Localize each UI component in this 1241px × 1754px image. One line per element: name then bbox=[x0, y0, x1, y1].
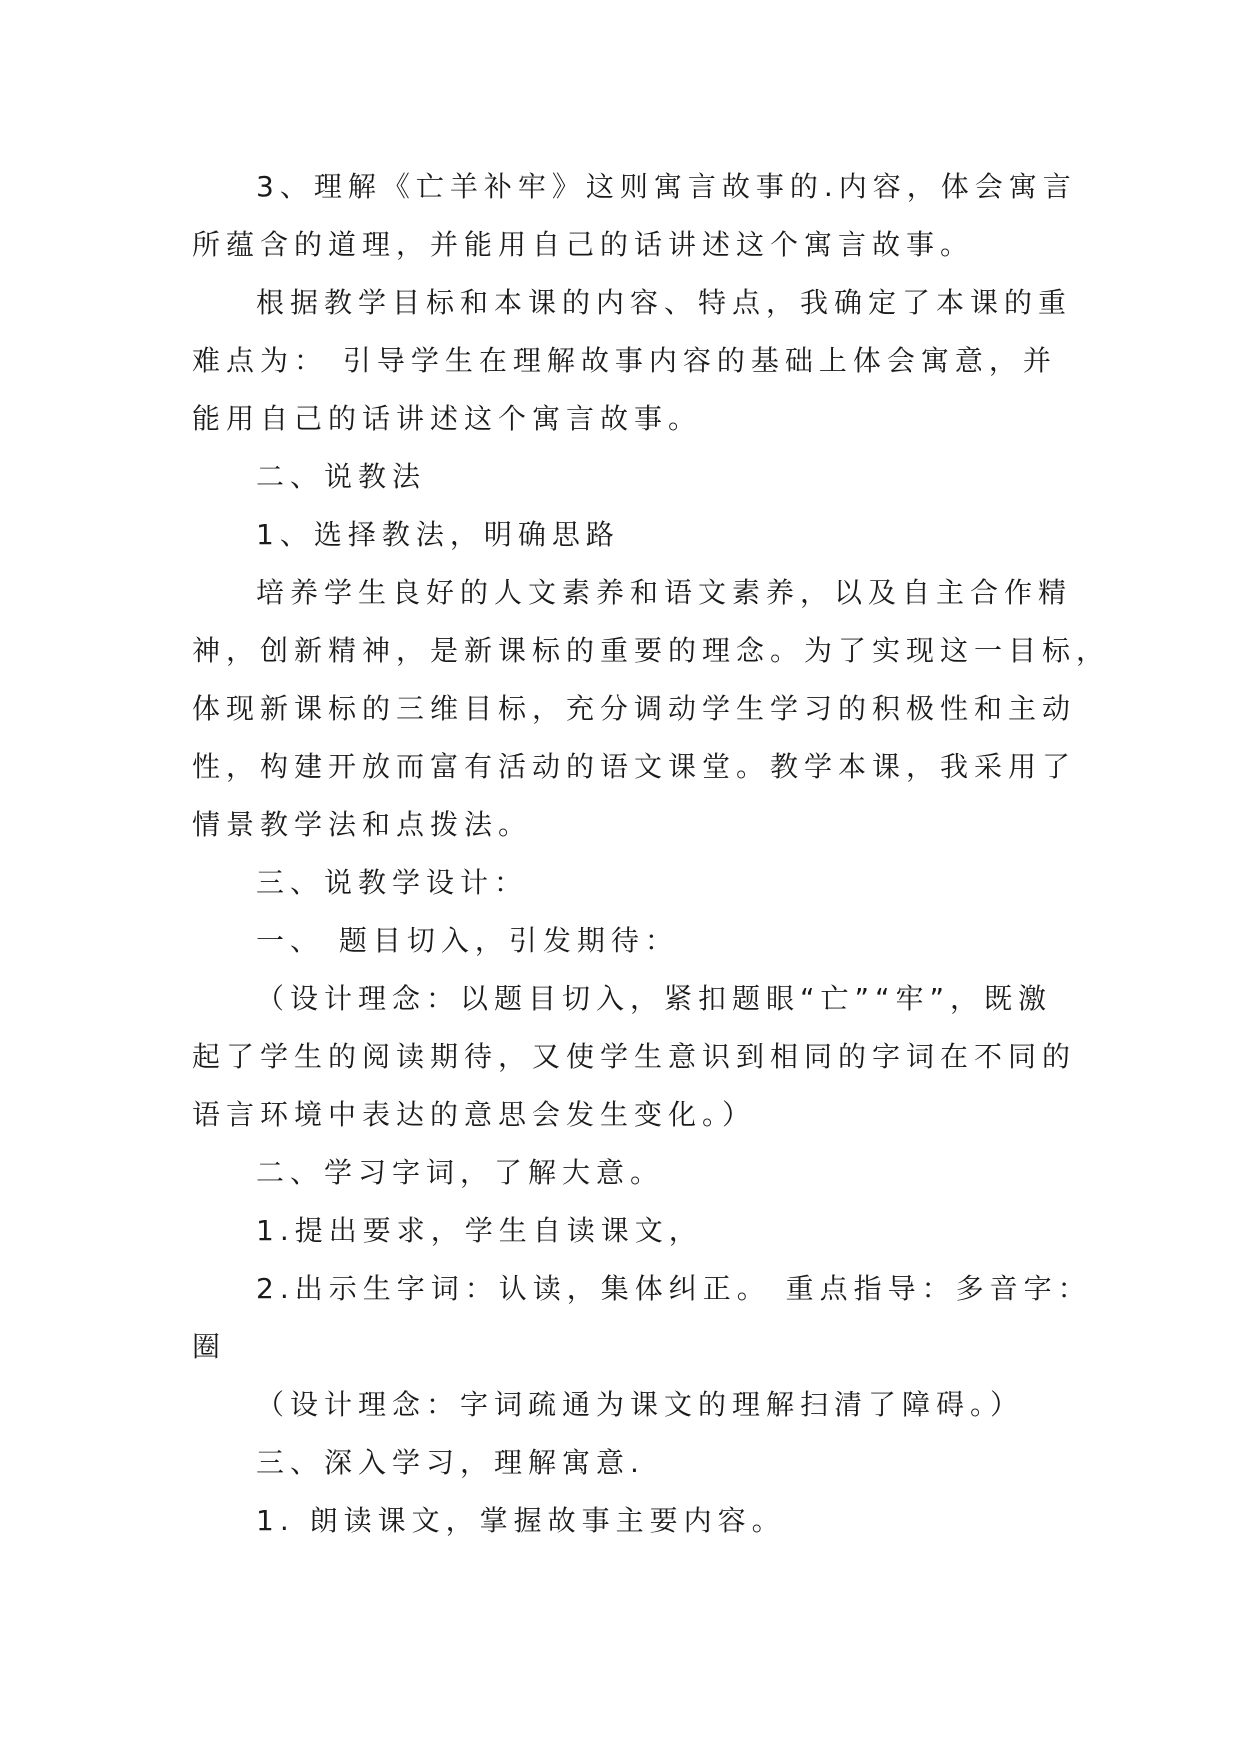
design-note-line: （设计理念：以题目切入，紧扣题眼“亡”“牢”，既激 bbox=[256, 982, 1053, 1015]
list-item: 1. 朗读课文，掌握故事主要内容。 bbox=[256, 1504, 786, 1537]
paragraph-line: 能用自己的话讲述这个寓言故事。 bbox=[192, 402, 703, 435]
subsection-heading: 三、深入学习，理解寓意. bbox=[256, 1446, 645, 1479]
design-note-line: （设计理念：字词疏通为课文的理解扫清了障碍。） bbox=[256, 1388, 1025, 1421]
design-note-line: 语言环境中表达的意思会发生变化。） bbox=[192, 1098, 757, 1131]
design-note-line: 起了学生的阅读期待，又使学生意识到相同的字词在不同的 bbox=[192, 1040, 1077, 1073]
paragraph-line: 体现新课标的三维目标，充分调动学生学习的积极性和主动 bbox=[192, 692, 1077, 725]
document-page bbox=[192, 158, 1111, 1550]
paragraph-line: 培养学生良好的人文素养和语文素养，以及自主合作精 bbox=[256, 576, 1073, 609]
list-item: 2.出示生字词：认读，集体纠正。 重点指导：多音字： bbox=[256, 1272, 1092, 1305]
subsection-heading: 二、学习字词，了解大意。 bbox=[256, 1156, 665, 1189]
paragraph-line: 难点为： 引导学生在理解故事内容的基础上体会寓意，并 bbox=[192, 344, 1057, 377]
paragraph-line: 所蕴含的道理，并能用自己的话讲述这个寓言故事。 bbox=[192, 228, 975, 261]
subsection-heading: 1、选择教法，明确思路 bbox=[256, 518, 620, 551]
list-item-continuation: 圈 bbox=[192, 1330, 227, 1363]
paragraph-line: 情景教学法和点拨法。 bbox=[192, 808, 533, 841]
paragraph-line: 3、理解《亡羊补牢》这则寓言故事的.内容，体会寓言 bbox=[256, 170, 1077, 203]
paragraph-line: 性，构建开放而富有活动的语文课堂。教学本课，我采用了 bbox=[192, 750, 1077, 783]
paragraph-line: 根据教学目标和本课的内容、特点，我确定了本课的重 bbox=[256, 286, 1073, 319]
subsection-heading: 一、 题目切入，引发期待： bbox=[256, 924, 679, 957]
list-item: 1.提出要求，学生自读课文， bbox=[256, 1214, 703, 1247]
section-heading: 二、说教法 bbox=[256, 460, 427, 493]
section-heading: 三、说教学设计： bbox=[256, 866, 529, 899]
paragraph-line: 神，创新精神，是新课标的重要的理念。为了实现这一目标， bbox=[192, 634, 1111, 667]
